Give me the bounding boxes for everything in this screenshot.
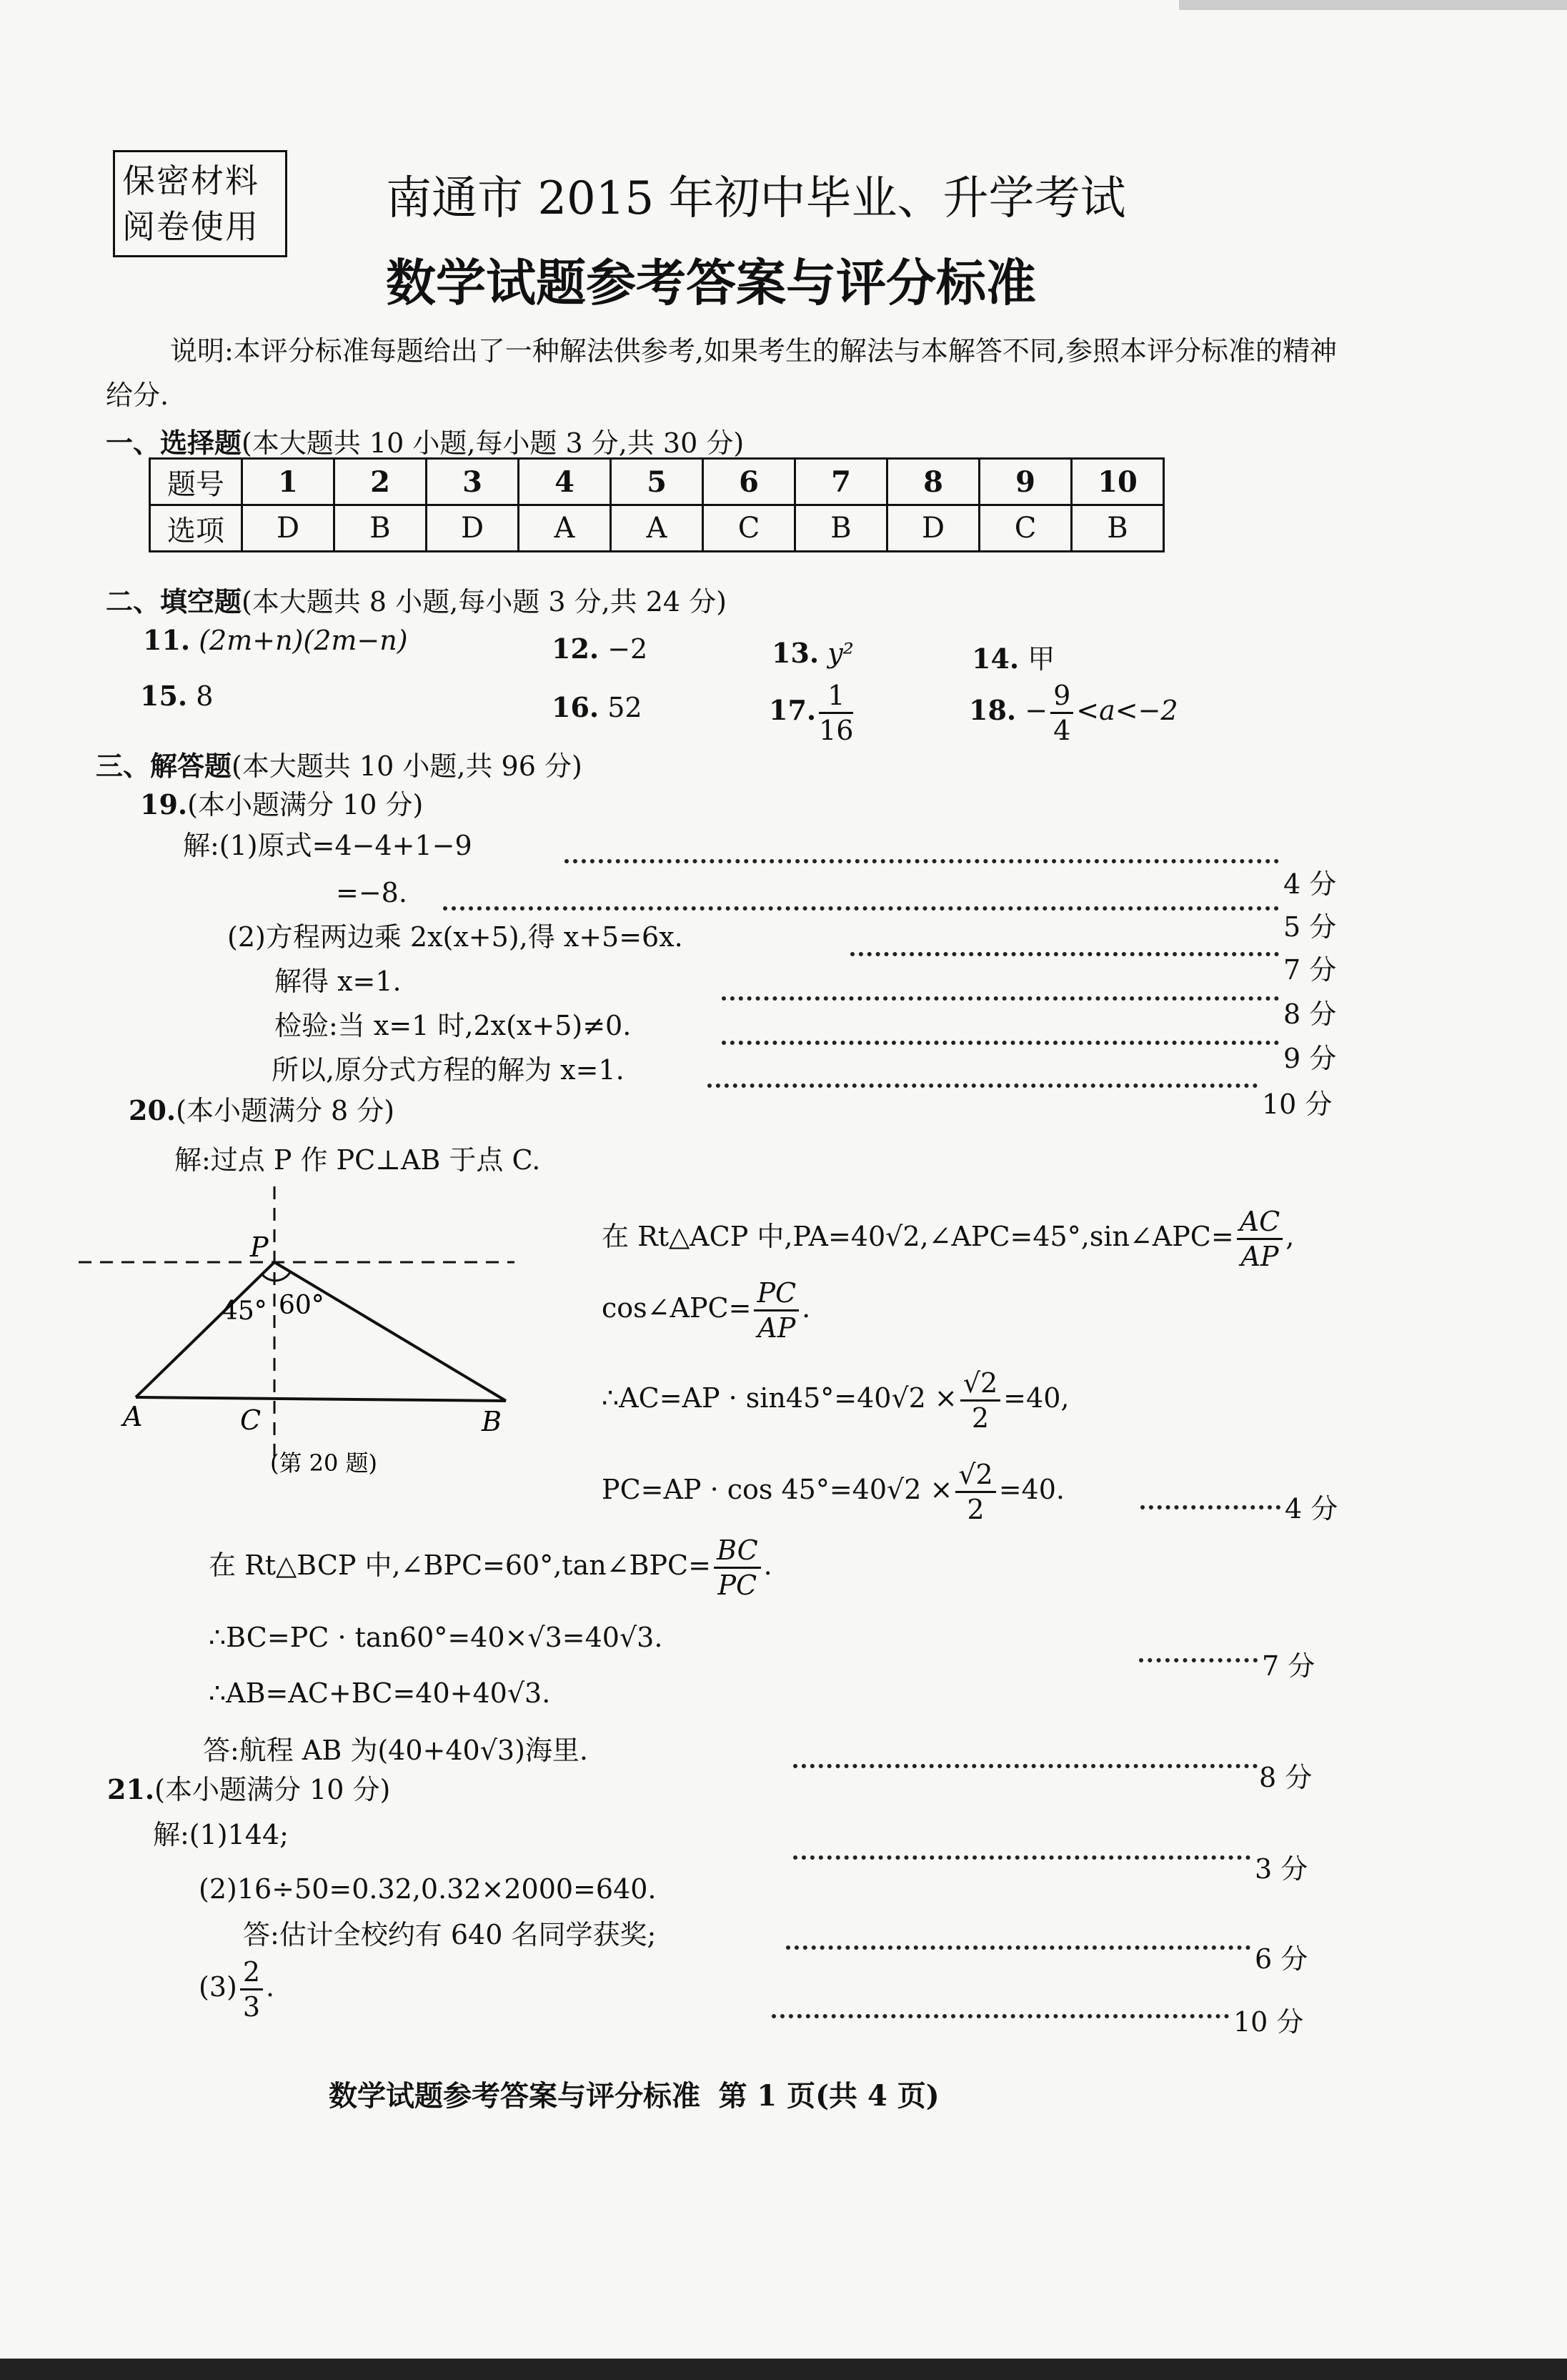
- section-3-heading: [96, 749, 582, 784]
- numerator: PC: [754, 1279, 799, 1312]
- q20-line-6: ∴BC=PC · tan60°=40×√3=40√3.: [209, 1622, 663, 1653]
- numerator: 2: [240, 1958, 263, 1990]
- denominator: PC: [717, 1570, 757, 1601]
- text-segment: 在 Rt△BCP 中,∠BPC=60°,tan∠BPC=: [209, 1550, 711, 1581]
- dotted-leader: [793, 1764, 1258, 1768]
- question-number: 17.: [769, 694, 817, 726]
- table-cell-number: 6: [703, 459, 795, 505]
- denominator: 4: [1053, 715, 1071, 746]
- table-cell-answer: A: [611, 505, 703, 552]
- dotted-leader: [707, 1084, 1258, 1088]
- document-title: 数学试题参考答案与评分标准: [386, 253, 1036, 312]
- score-mark: 8 分: [1283, 998, 1337, 1030]
- dotted-leader: [1139, 1658, 1258, 1662]
- text-segment: 在 Rt△ACP 中,PA=40√2,∠APC=45°,sin∠APC=: [602, 1221, 1234, 1252]
- q20-line-8: 答:航程 AB 为(40+40√3)海里.: [203, 1735, 588, 1766]
- numerator: AC: [1237, 1208, 1283, 1240]
- instructions-note: 说明:本评分标准每题给出了一种解法供参考,如果考生的解法与本解答不同,参照本评分标准的精神给分.: [106, 335, 1337, 411]
- answer-text: 52: [607, 692, 642, 723]
- table-cell-answer: D: [427, 505, 519, 552]
- dotted-leader: [564, 859, 1279, 863]
- table-cell-answer: D: [242, 505, 334, 552]
- score-mark: 10 分: [1233, 2006, 1304, 2038]
- q20-right-line-1: [602, 1208, 1294, 1270]
- q21-line-1: 解:(1)144;: [153, 1819, 289, 1850]
- page-number: 第 1 页(共 4 页): [718, 2079, 940, 2113]
- table-cell-answer: B: [1072, 505, 1164, 552]
- table-header-label: 题号: [150, 459, 242, 505]
- section-1-label: 一、选择题: [106, 427, 242, 459]
- fraction: [240, 1956, 263, 2023]
- answer-17: [769, 682, 856, 744]
- denominator: AP: [757, 1312, 796, 1344]
- q19-line-3: (2)方程两边乘 2x(x+5),得 x+5=6x.: [227, 921, 683, 953]
- q20-line-7: ∴AB=AC+BC=40+40√3.: [209, 1677, 551, 1709]
- q20-right-line-4: [602, 1461, 1065, 1523]
- dotted-leader: [443, 906, 1279, 911]
- q20-right-line-2: [602, 1279, 810, 1342]
- dotted-leader: [722, 996, 1279, 1001]
- question-number: 12.: [552, 633, 600, 665]
- label-angle-45: 45°: [222, 1296, 267, 1326]
- question-number: 16.: [552, 691, 600, 723]
- side-pa: [136, 1262, 274, 1397]
- section-2-heading: [106, 585, 727, 620]
- fraction: [955, 1461, 995, 1523]
- table-cell-number: 9: [980, 459, 1072, 505]
- table-cell-number: 1: [242, 459, 334, 505]
- answer-text: 8: [196, 680, 214, 712]
- table-cell-answer: B: [795, 505, 887, 552]
- footer-title: 数学试题参考答案与评分标准: [329, 2079, 700, 2113]
- numerator: √2: [955, 1461, 995, 1493]
- table-cell-answer: C: [703, 505, 795, 552]
- numerator: 9: [1050, 682, 1073, 714]
- table-cell-number: 5: [611, 459, 703, 505]
- q20-line-1: 解:过点 P 作 PC⊥AB 于点 C.: [174, 1144, 541, 1176]
- table-cell-number: 8: [887, 459, 980, 505]
- table-row-label: 选项: [150, 505, 242, 552]
- question-number: 20.: [129, 1094, 176, 1126]
- score-mark: 4 分: [1285, 1493, 1338, 1524]
- dotted-leader: [722, 1041, 1279, 1045]
- dotted-leader: [793, 1855, 1250, 1860]
- text-segment: .: [763, 1550, 772, 1581]
- fraction: [754, 1279, 799, 1342]
- answer-16: [552, 690, 642, 725]
- answer-11: [143, 623, 408, 658]
- side-pb: [274, 1262, 506, 1401]
- question-20-heading: [129, 1094, 394, 1129]
- fraction: [1050, 682, 1073, 744]
- table-cell-answer: A: [519, 505, 611, 552]
- text-segment: .: [266, 1971, 275, 2003]
- numerator: √2: [960, 1369, 1000, 1402]
- denominator: 2: [971, 1402, 990, 1434]
- section-2-label: 二、填空题: [106, 585, 242, 618]
- label-a: A: [123, 1401, 143, 1432]
- question-number: 11.: [143, 624, 191, 656]
- angle-arc: [262, 1272, 290, 1281]
- answer-suffix: <a<−2: [1076, 695, 1178, 726]
- answer-prefix: −: [1025, 695, 1048, 726]
- question-desc: (本小题满分 8 分): [176, 1095, 395, 1126]
- dotted-leader: [772, 2014, 1229, 2018]
- text-segment: PC=AP · cos 45°=40√2 ×: [602, 1474, 953, 1505]
- answer-18: [969, 682, 1178, 744]
- q21-line-3: 答:估计全校约有 640 名同学获奖;: [243, 1919, 657, 1950]
- fraction: [819, 682, 853, 744]
- question-number: 18.: [969, 694, 1017, 726]
- question-19-heading: [140, 788, 423, 823]
- fraction: [960, 1369, 1000, 1432]
- denominator: 16: [819, 715, 854, 746]
- score-mark: 9 分: [1283, 1043, 1337, 1074]
- section-3-label: 三、解答题: [96, 750, 232, 782]
- text-segment: .: [802, 1292, 811, 1324]
- answer-text: 甲: [1028, 643, 1055, 675]
- section-1-heading: [106, 426, 744, 461]
- text-segment: =40,: [1003, 1382, 1070, 1414]
- numerator: BC: [714, 1537, 761, 1569]
- stamp-line-2: 阅卷使用: [122, 207, 259, 246]
- question-number: 14.: [972, 643, 1020, 675]
- page-footer: [329, 2078, 940, 2114]
- score-mark: 7 分: [1262, 1650, 1315, 1682]
- question-21-heading: [107, 1772, 390, 1808]
- section-2-desc: (本大题共 8 小题,每小题 3 分,共 24 分): [242, 586, 727, 618]
- denominator: AP: [1240, 1241, 1279, 1272]
- answer-12: [552, 632, 647, 667]
- table-row-numbers: [150, 459, 1164, 505]
- stamp-line-1: 保密材料: [122, 162, 259, 200]
- score-mark: 4 分: [1283, 868, 1337, 900]
- exam-title: 南通市 2015 年初中毕业、升学考试: [386, 172, 1126, 225]
- denominator: 3: [242, 1991, 261, 2023]
- confidential-stamp: [113, 150, 287, 257]
- question-desc: (本小题满分 10 分): [154, 1774, 391, 1805]
- table-row-answers: [150, 505, 1164, 552]
- label-c: C: [240, 1404, 262, 1436]
- question-number: 15.: [140, 680, 188, 712]
- figure-caption: (第 20 题): [270, 1449, 378, 1477]
- answer-15: [140, 679, 213, 714]
- q20-right-line-3: [602, 1369, 1069, 1432]
- score-mark: 5 分: [1283, 911, 1337, 943]
- q19-line-6: 所以,原分式方程的解为 x=1.: [272, 1054, 625, 1086]
- table-cell-number: 3: [427, 459, 519, 505]
- answer-14: [972, 642, 1055, 677]
- score-mark: 7 分: [1283, 954, 1337, 986]
- text-segment: (3): [199, 1971, 237, 2003]
- answer-text: y²: [827, 638, 854, 669]
- question-number: 19.: [140, 788, 188, 820]
- table-cell-answer: C: [980, 505, 1072, 552]
- denominator: 2: [967, 1494, 985, 1525]
- question-number: 21.: [107, 1773, 155, 1805]
- score-mark: 3 分: [1255, 1853, 1308, 1885]
- label-angle-60: 60°: [279, 1291, 324, 1320]
- text-segment: ∴AC=AP · sin45°=40√2 ×: [602, 1382, 957, 1414]
- question-desc: (本小题满分 10 分): [187, 789, 424, 820]
- dotted-leader: [850, 952, 1279, 956]
- section-3-desc: (本大题共 10 小题,共 96 分): [232, 750, 582, 782]
- text-segment: cos∠APC=: [602, 1292, 752, 1324]
- triangle-figure: [71, 1179, 529, 1487]
- question-number: 13.: [772, 637, 820, 669]
- table-cell-answer: B: [334, 505, 427, 552]
- text-segment: ,: [1285, 1221, 1295, 1252]
- q19-line-4: 解得 x=1.: [274, 966, 402, 997]
- fraction: [714, 1534, 761, 1601]
- q21-line-2: (2)16÷50=0.32,0.32×2000=640.: [199, 1873, 657, 1905]
- score-mark: 6 分: [1255, 1943, 1308, 1975]
- table-cell-number: 4: [519, 459, 611, 505]
- score-mark: 10 分: [1262, 1089, 1333, 1120]
- side-ab: [136, 1397, 506, 1401]
- label-p: P: [250, 1231, 269, 1263]
- table-cell-number: 7: [795, 459, 887, 505]
- q19-line-5: 检验:当 x=1 时,2x(x+5)≠0.: [274, 1010, 632, 1041]
- dotted-leader: [786, 1945, 1250, 1950]
- q20-line-5: [209, 1534, 772, 1601]
- dotted-leader: [1140, 1505, 1280, 1509]
- q19-line-2: =−8.: [336, 877, 407, 908]
- text-segment: =40.: [998, 1474, 1065, 1505]
- label-b: B: [482, 1406, 502, 1437]
- answer-13: [772, 636, 854, 671]
- q21-line-4: [199, 1956, 275, 2023]
- table-cell-number: 10: [1072, 459, 1164, 505]
- answer-text: (2m+n)(2m−n): [199, 625, 408, 656]
- fraction: [1237, 1208, 1283, 1270]
- table-cell-answer: D: [887, 505, 980, 552]
- scan-edge: [1179, 0, 1567, 10]
- score-mark: 8 分: [1259, 1762, 1313, 1793]
- scan-edge: [0, 2359, 1567, 2380]
- numerator: 1: [819, 682, 853, 714]
- q19-line-1: 解:(1)原式=4−4+1−9: [183, 830, 472, 861]
- answer-text: −2: [607, 633, 648, 665]
- table-cell-number: 2: [334, 459, 427, 505]
- choice-answer-table: [149, 457, 1165, 552]
- section-1-desc: (本大题共 10 小题,每小题 3 分,共 30 分): [242, 427, 745, 459]
